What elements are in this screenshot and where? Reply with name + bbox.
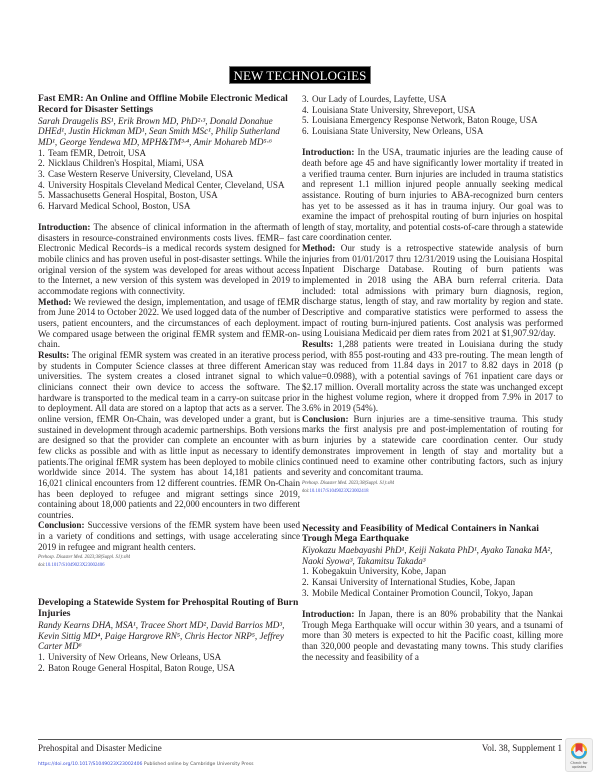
footer-doi-link[interactable]: https://doi.org/10.1017/S1049023X23002406: [38, 762, 143, 767]
right-column: [302, 94, 563, 662]
affiliation-item: 2. Nicklaus Children's Hospital, Miami, USA: [38, 158, 205, 169]
results-paragraph: Results: 1,288 patients were treated in Louisiana during the study period, with 855 post-routing and 433 pre-routing. The mean length of stay was reduced from 11.84 days in 2017 to 8.82 days in 2018 (p value=0.0988), with a potential savings of 761 inpatient care days or $2.17 million. Overall mortality across the state was unchanged except in the highest volume region, where it dropped from 7.9% in 2017 to 3.6% in 2019 (54%).: [302, 339, 563, 413]
section-banner: [0, 66, 600, 85]
conclusion-paragraph: Conclusion: Successive versions of the fEMR system have been used in a variety of conditions and settings, with usage accelerating since 2019 in refugee and migrant health centers.: [38, 520, 300, 552]
affiliation-item: 3. Case Western Reserve University, Cleveland, USA: [38, 168, 234, 179]
crossmark-icon: [571, 742, 587, 760]
affiliation-list: [302, 566, 563, 598]
doi-link[interactable]: 10.1017/S1049023X23002406: [45, 563, 105, 569]
affiliation-item: 1. Kobegakuin University, Kobe, Japan: [302, 566, 447, 577]
abstract-fast-emr: [38, 94, 300, 570]
left-column: [38, 94, 300, 673]
doi-line: doi:10.1017/S1049023X23002418: [302, 488, 369, 494]
affiliation-item: 4. University Hospitals Cleveland Medical Center, Cleveland, USA: [38, 179, 285, 190]
abstract-authors: Kiyokazu Maebayashi PhD¹, Keiji Nakata PhD¹, Ayako Tanaka MA², Naoki Syowa³, Takamitsu Takada³: [302, 545, 553, 566]
citation: Prehosp. Disaster Med. 2023;38(Suppl. S1):s84: [302, 480, 395, 486]
affiliation-list: [38, 652, 300, 673]
doi-line: doi:10.1017/S1049023X23002406: [38, 563, 105, 569]
doi-link[interactable]: 10.1017/S1049023X23002418: [309, 488, 369, 494]
abstract-title: Developing a Statewide System for Prehospital Routing of Burn Injuries: [38, 597, 299, 620]
check-for-updates-button[interactable]: [565, 738, 593, 772]
affiliation-item: 4. Louisiana State University, Shreveport, USA: [302, 104, 476, 115]
abstract-title: Fast EMR: An Online and Offline Mobile Electronic Medical Record for Disaster Settings: [38, 93, 288, 115]
conclusion-paragraph: Conclusion: Burn injuries are a time-sensitive trauma. This study marks the first analysis pre and post-implementation of routing for burn injuries by a statewide care coordination center. Our study demonstrates improvement in length of stay and mortality but a continued need to examine other contributing factors, such as injury severity and concomitant trauma.: [302, 413, 564, 477]
affiliation-item: 5. Massachusetts General Hospital, Boston, USA: [38, 190, 218, 201]
affiliation-item: 3. Mobile Medical Container Promotion Council, Tokyo, Japan: [302, 587, 533, 598]
results-paragraph: Results: The original fEMR system was created in an iterative process by students in Computer Science classes at three different American universities. The system creates a closed intranet signal to which clinicians connect their own device to access the software. The hardware is transported to the medical team in a carry-on suitcase prior to deployment. All data are stored on a laptop that acts as a server. The online version, fEMR On-Chain, was developed under a grant, but is sustained in development through academic partnerships. Both versions are designed so that the provider can complete an encounter with as few clicks as possible and with as little input as necessary to identify patients.The original fEMR system has been deployed to mobile clinics worldwide since 2014. The system has about 14,181 patients and 16,021 clinical encounters from 12 different countries. fEMR On-Chain has been deployed to refugee and migrant settings since 2019, containing about 18,000 patients and 22,000 encounters in two different countries.: [38, 349, 300, 520]
method-paragraph: Method: We reviewed the design, implementation, and usage of fEMR from June 2014 to October 2022. We used logged data of the number of users, patient encounters, and the circumstances of each deployment. We compared usage between the original fEMR system and fEMR-on-chain.: [38, 296, 300, 350]
introduction-paragraph: Introduction: The absence of clinical information in the aftermath of disasters in resource-constrained environments costs lives. fEMR– fast Electronic Medical Records–is a medical records system designed for mobile clinics and has proven useful in post-disaster settings. While the original version of the system was developed for areas without access to the Internet, a new version of this system was developed in 2019 to accommodate regions with connectivity.: [38, 222, 300, 297]
affiliation-item: 1. University of New Orleans, New Orleans, USA: [38, 652, 222, 662]
abstract-authors: Sarah Draugelis BS¹, Erik Brown MD, PhD²·³, Donald Donahue DHEd¹, Justin Hickman MD¹, Sean Smith MSc¹, Philip Sutherland MD¹, George Yendewa MD, MPH&TM³·⁴, Amir Mohareb MD⁵·⁶: [38, 115, 280, 147]
crossmark-label: Check for updates: [570, 761, 588, 769]
abstract-medical-containers: [302, 524, 563, 663]
footer-volume: Vol. 38, Supplement 1: [481, 743, 562, 753]
method-paragraph: Method: Our study is a retrospective statewide analysis of burn injuries from 01/01/2017 thru 12/31/2019 using the Louisiana Hospital Inpatient Discharge Database. Routing of burn patients was implemented in 2018 using the ABA burn referral criteria. Data included: total admissions with primary burn diagnosis, region, discharge status, length of stay, and raw mortality by region and state. Descriptive and comparative statistics were performed to assess the impact of routing burn-injured patients. Cost analysis was performed using Louisiana Medicaid per diem rates from 2021 at $1,907.92/day.: [302, 243, 563, 339]
affiliation-item: 3. Our Lady of Lourdes, Layfette, USA: [302, 94, 447, 104]
footer-divider: [38, 739, 562, 740]
affiliation-item: 2. Baton Rouge General Hospital, Baton Rouge, USA: [38, 662, 235, 673]
abstract-title: Necessity and Feasibility of Medical Containers in Nankai Trough Mega Earthquake: [302, 522, 539, 545]
footer-journal-name: Prehospital and Disaster Medicine: [38, 743, 162, 753]
introduction-paragraph: Introduction: In the USA, traumatic injuries are the leading cause of death before age 45 and have significantly lower mortality if treated in a verified trauma center. Burn injuries are included in trauma statistics and represent 1.1 million injured people annually seeking medical assistance. Routing of burn injuries to ABA-recognized burn centers has yet to be assessed as it has in trauma injury. Our goal was to examine the impact of prehospital routing of burn injuries on hospital length of stay, mortality, and potential costs-of-care through a statewide care coordination center.: [302, 147, 563, 243]
affiliation-item: 2. Kansai University of International Studies, Kobe, Japan: [302, 577, 516, 588]
abstract-burn-routing: [38, 598, 300, 673]
affiliation-list: [302, 94, 563, 137]
footer-publication-line: https://doi.org/10.1017/S1049023X23002406 Published online by Cambridge University Press: [38, 762, 254, 767]
affiliation-item: 1. Team fEMR, Detroit, USA: [38, 147, 147, 158]
abstract-burn-routing-continued: [302, 94, 563, 496]
citation: Prehosp. Disaster Med. 2023;38(Suppl. S1):s84: [38, 555, 131, 561]
affiliation-item: 6. Harvard Medical School, Boston, USA: [38, 200, 191, 211]
affiliation-list: [38, 148, 300, 212]
section-title: NEW TECHNOLOGIES: [229, 66, 372, 84]
introduction-paragraph: Introduction: In Japan, there is an 80% probability that the Nankai Trough Mega Earthquake will occur within 30 years, and a tsunami of more than 30 meters is expected to hit the Pacific coast, killing more than 320,000 people and devastating many towns. This study clarifies the necessity and feasibility of a: [302, 609, 563, 662]
affiliation-item: 6. Louisiana State University, New Orleans, USA: [302, 125, 484, 136]
affiliation-item: 5. Louisiana Emergency Response Network, Baton Rouge, USA: [302, 115, 538, 126]
abstract-authors: Randy Kearns DHA, MSA¹, Tracee Short MD², David Barrios MD³, Kevin Sittig MD⁴, Paige Hargrove RN⁵, Chris Hector NRP⁵, Jeffrey Carter MD⁶: [38, 620, 285, 652]
